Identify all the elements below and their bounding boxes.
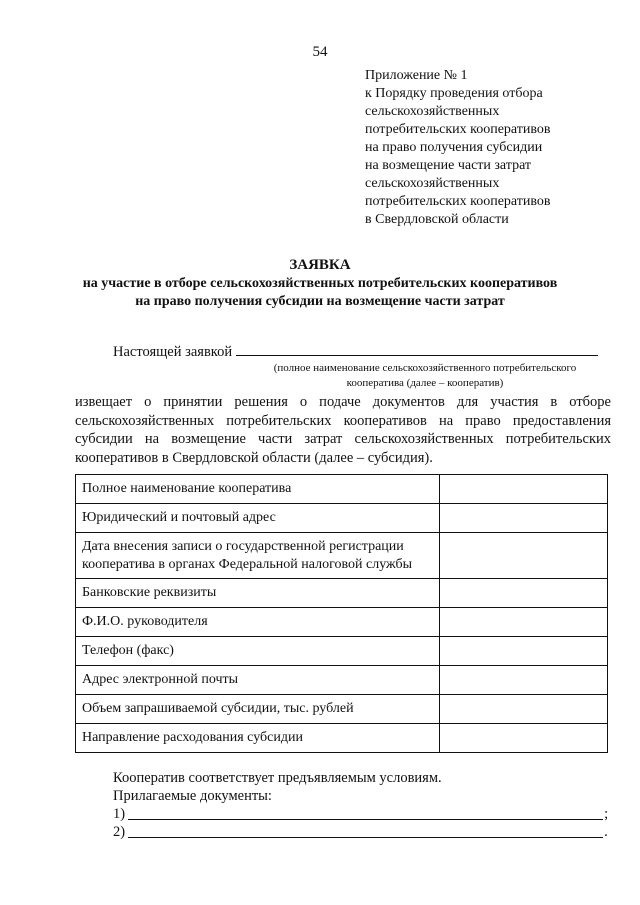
item-number: 2)	[113, 824, 126, 840]
row-value-cell[interactable]	[440, 579, 608, 608]
table-row	[76, 695, 608, 724]
page-number: 54	[312, 44, 328, 60]
attached-document-line	[113, 805, 613, 823]
field-caption	[240, 361, 610, 391]
row-label: Дата внесения записи о государственной регистрации кооператива в органах Федеральной налоговой службы	[76, 533, 440, 579]
row-value-cell[interactable]	[440, 695, 608, 724]
appendix-line: Приложение № 1	[365, 68, 468, 83]
row-value-cell[interactable]	[440, 608, 608, 637]
table-row	[76, 637, 608, 666]
item-number: 1)	[113, 806, 126, 822]
intro-line	[113, 341, 613, 361]
row-value-cell[interactable]	[440, 666, 608, 695]
row-label: Банковские реквизиты	[76, 579, 440, 608]
caption-line-2: кооператива (далее – кооператив)	[346, 377, 504, 389]
table-row	[76, 608, 608, 637]
attached-documents-label: Прилагаемые документы:	[113, 788, 272, 804]
row-label: Объем запрашиваемой субсидии, тыс. рублей	[76, 695, 440, 724]
appendix-line: потребительских кооперативов	[365, 194, 551, 209]
table-row	[76, 533, 608, 579]
row-label: Ф.И.О. руководителя	[76, 608, 440, 637]
appendix-line: на право получения субсидии	[365, 140, 543, 155]
appendix-line: сельскохозяйственных	[365, 104, 500, 119]
row-label: Юридический и почтовый адрес	[76, 504, 440, 533]
table-row	[76, 724, 608, 753]
appendix-line: на возмещение части затрат	[365, 158, 532, 173]
document-heading	[40, 256, 600, 312]
row-label: Телефон (факс)	[76, 637, 440, 666]
table-row	[76, 475, 608, 504]
row-label: Направление расходования субсидии	[76, 724, 440, 753]
row-value-cell[interactable]	[440, 637, 608, 666]
row-label: Полное наименование кооператива	[76, 475, 440, 504]
row-value-cell[interactable]	[440, 504, 608, 533]
item-end: .	[604, 824, 608, 840]
document-field[interactable]	[128, 805, 603, 820]
row-value-cell[interactable]	[440, 475, 608, 504]
heading-line-2: на право получения субсидии на возмещение части затрат	[135, 294, 505, 309]
caption-line-1: (полное наименование сельскохозяйственного потребительского	[273, 362, 577, 374]
appendix-line: к Порядку проведения отбора	[365, 86, 543, 101]
row-value-cell[interactable]	[440, 533, 608, 579]
compliance-statement: Кооператив соответствует предъявляемым условиям.	[113, 770, 442, 786]
appendix-line: потребительских кооперативов	[365, 122, 551, 137]
attached-document-line	[113, 823, 613, 841]
intro-paragraph: извещает о принятии решения о подаче документов для участия в отборе сельскохозяйственных потребительских кооперативов на право предоставления субсидии на возмещение части затрат сельскохозяйственных потребительских кооперативов в Свердловской области (далее – субсидия).	[75, 394, 611, 466]
cooperative-name-field[interactable]	[236, 341, 598, 356]
footer-block	[113, 769, 613, 841]
appendix-line: в Свердловской области	[365, 212, 509, 227]
document-title: ЗАЯВКА	[289, 257, 351, 273]
table-row	[76, 504, 608, 533]
row-label: Адрес электронной почты	[76, 666, 440, 695]
item-end: ;	[604, 806, 609, 822]
application-table	[75, 474, 608, 753]
table-row	[76, 666, 608, 695]
appendix-line: сельскохозяйственных	[365, 176, 500, 191]
row-value-cell[interactable]	[440, 724, 608, 753]
document-field[interactable]	[128, 823, 603, 838]
intro-lead: Настоящей заявкой	[113, 344, 233, 360]
heading-line-1: на участие в отборе сельскохозяйственных потребительских кооперативов	[82, 275, 558, 291]
appendix-block	[365, 67, 625, 229]
table-row	[76, 579, 608, 608]
